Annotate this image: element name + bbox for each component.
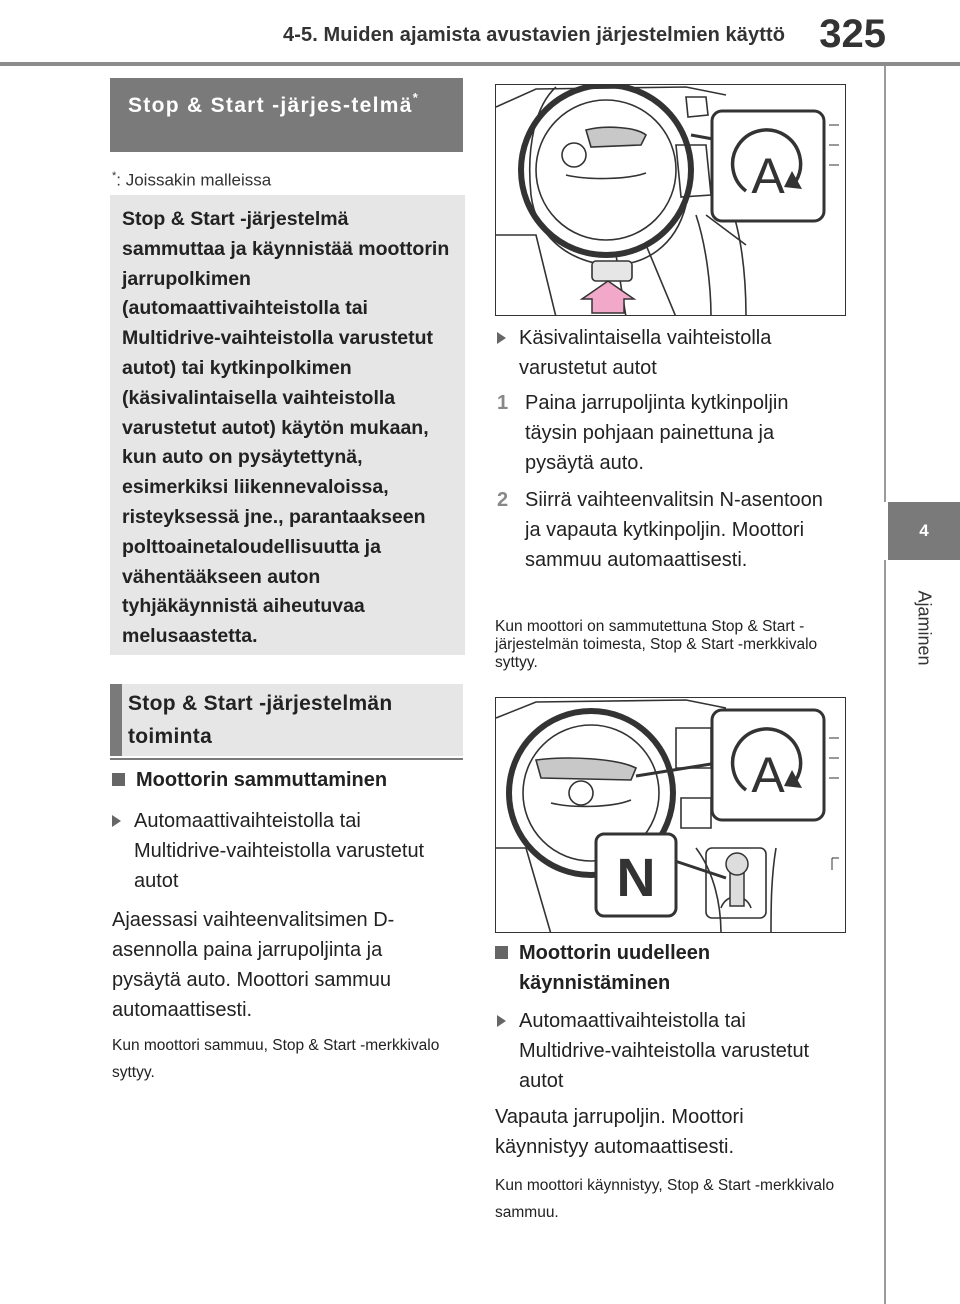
section-title-text: Stop & Start -järjes-telmä bbox=[128, 94, 413, 117]
chapter-label-wrap bbox=[886, 568, 960, 688]
square-bullet-icon bbox=[495, 946, 508, 959]
section-title bbox=[110, 78, 463, 152]
heading-engine-stop-text: Moottorin sammuttaminen bbox=[136, 769, 388, 791]
subsection-title: Stop & Start -järjestelmän toiminta bbox=[110, 684, 463, 756]
footnote-mark: * bbox=[112, 170, 117, 182]
subsection-rule bbox=[110, 758, 463, 760]
section-title-mark: * bbox=[412, 90, 420, 105]
figure2-letter-n: N bbox=[616, 848, 656, 908]
note-automatic: Kun moottori sammuu, Stop & Start -merkkivalo syttyy. bbox=[112, 1037, 440, 1081]
dashboard-illustration-1 bbox=[496, 85, 846, 316]
intro-text: Stop & Start -järjestelmä sammuttaa ja käynnistää moottorin jarrupolkimen (automaattivaihteistolla tai Multidrive-vaihteistolla varustetut autot) tai kytkinpolkimen (käsivalintaisella vaihteistolla varustetut autot) käytön mukaan, kun auto on pysäytettynä, esimerkiksi liikennevaloissa, risteyksessä jne., parantaakseen polttoainetaloudellisuutta ja vähentääkseen auton tyhjäkäynnistä aiheutuvaa melusaastetta. bbox=[110, 195, 465, 655]
figure-stop-start-gear bbox=[495, 697, 846, 933]
section-header-title: 4-5. Muiden ajamista avustavien järjestelmien käyttö bbox=[283, 24, 786, 46]
bullet-manual-text: Käsivalintaisella vaihteistolla varustetut autot bbox=[519, 327, 772, 379]
page-number: 325 bbox=[819, 12, 886, 56]
note-restart: Kun moottori käynnistyy, Stop & Start -merkkivalo sammuu. bbox=[495, 1177, 835, 1221]
figure1-letter-a: A bbox=[751, 148, 785, 204]
figure-stop-start-pedal bbox=[495, 84, 846, 316]
chapter-tab: 4 bbox=[888, 502, 960, 560]
bullet-automatic bbox=[110, 806, 440, 896]
bullet-manual bbox=[495, 323, 845, 383]
chapter-label: Ajaminen bbox=[914, 590, 935, 666]
header-rule bbox=[0, 62, 960, 66]
dashboard-illustration-2 bbox=[496, 698, 846, 933]
note-manual: Kun moottori on sammutettuna Stop & Start -järjestelmän toimesta, Stop & Start -merkkivalo syttyy. bbox=[495, 618, 818, 671]
step-1 bbox=[495, 388, 835, 478]
step-2-text: Siirrä vaihteenvalitsin N-asentoon ja vapauta kytkinpoljin. Moottori sammuu automaattisesti. bbox=[525, 489, 823, 571]
footnote bbox=[112, 170, 271, 191]
heading-engine-stop bbox=[112, 765, 452, 795]
step-1-number: 1 bbox=[497, 392, 509, 414]
step-2 bbox=[495, 485, 835, 575]
figure2-letter-a: A bbox=[751, 747, 785, 803]
para-automatic: Ajaessasi vaihteenvalitsimen D-asennolla paina jarrupoljinta ja pysäytä auto. Moottori sammuu automaattisesti. bbox=[112, 909, 395, 1021]
step-1-text: Paina jarrupoljinta kytkinpoljin täysin pohjaan painettuna ja pysäytä auto. bbox=[525, 392, 789, 474]
heading-engine-restart bbox=[495, 938, 840, 998]
square-bullet-icon bbox=[112, 773, 125, 786]
bullet-automatic-text: Automaattivaihteistolla tai Multidrive-vaihteistolla varustetut autot bbox=[134, 810, 425, 892]
para-restart: Vapauta jarrupoljin. Moottori käynnistyy automaattisesti. bbox=[495, 1106, 744, 1158]
bullet-automatic-2 bbox=[495, 1006, 840, 1096]
triangle-bullet-icon bbox=[112, 815, 121, 827]
bullet-automatic-2-text: Automaattivaihteistolla tai Multidrive-vaihteistolla varustetut autot bbox=[519, 1010, 810, 1092]
triangle-bullet-icon bbox=[497, 1015, 506, 1027]
side-rule-top bbox=[884, 66, 886, 502]
step-2-number: 2 bbox=[497, 489, 509, 511]
triangle-bullet-icon bbox=[497, 332, 506, 344]
heading-engine-restart-text: Moottorin uudelleen käynnistäminen bbox=[519, 942, 711, 994]
side-rule-bottom bbox=[884, 560, 886, 1304]
footnote-text: : Joissakin malleissa bbox=[116, 170, 272, 190]
